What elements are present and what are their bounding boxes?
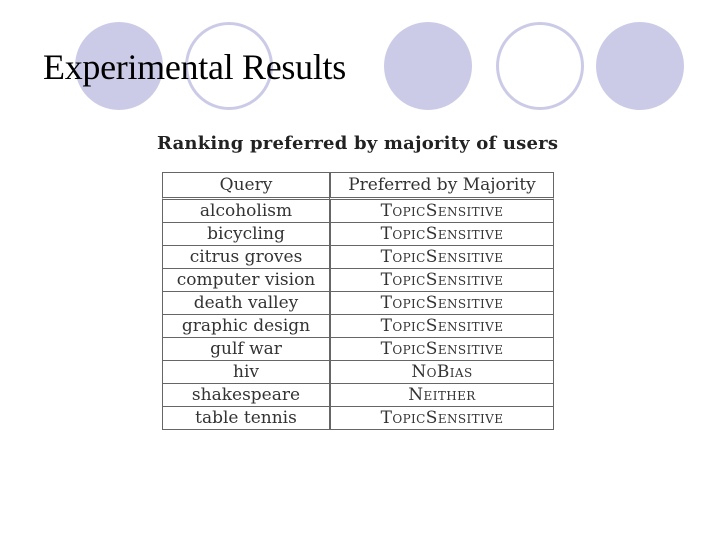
- query-cell: shakespeare: [162, 384, 329, 407]
- query-cell: alcoholism: [162, 200, 329, 223]
- results-table: [162, 172, 554, 430]
- query-cell: gulf war: [162, 338, 329, 361]
- preferred-cell: Neither: [329, 384, 554, 407]
- table-row: [162, 315, 554, 338]
- query-cell: bicycling: [162, 223, 329, 246]
- decor-circle-4: [496, 22, 584, 110]
- table-row: [162, 200, 554, 223]
- preferred-cell: NoBias: [329, 361, 554, 384]
- decor-circle-5: [596, 22, 684, 110]
- column-header-preferred: Preferred by Majority: [329, 172, 554, 200]
- preferred-cell: TopicSensitive: [329, 315, 554, 338]
- column-header-query: Query: [162, 172, 329, 200]
- slide-title: Experimental Results: [43, 47, 346, 87]
- table-row: [162, 338, 554, 361]
- preferred-cell: TopicSensitive: [329, 338, 554, 361]
- query-cell: death valley: [162, 292, 329, 315]
- query-cell: citrus groves: [162, 246, 329, 269]
- query-cell: table tennis: [162, 407, 329, 430]
- preferred-cell: TopicSensitive: [329, 223, 554, 246]
- table-caption: Ranking preferred by majority of users: [157, 133, 559, 154]
- preferred-cell: TopicSensitive: [329, 407, 554, 430]
- preferred-cell: TopicSensitive: [329, 200, 554, 223]
- table-row: [162, 361, 554, 384]
- table-header-row: [162, 172, 554, 200]
- preferred-cell: TopicSensitive: [329, 292, 554, 315]
- decor-circle-3: [384, 22, 472, 110]
- table-row: [162, 269, 554, 292]
- preferred-cell: TopicSensitive: [329, 269, 554, 292]
- query-cell: computer vision: [162, 269, 329, 292]
- query-cell: graphic design: [162, 315, 329, 338]
- table-row: [162, 223, 554, 246]
- table-row: [162, 246, 554, 269]
- query-cell: hiv: [162, 361, 329, 384]
- preferred-cell: TopicSensitive: [329, 246, 554, 269]
- table-row: [162, 292, 554, 315]
- table-row: [162, 384, 554, 407]
- table-row: [162, 407, 554, 430]
